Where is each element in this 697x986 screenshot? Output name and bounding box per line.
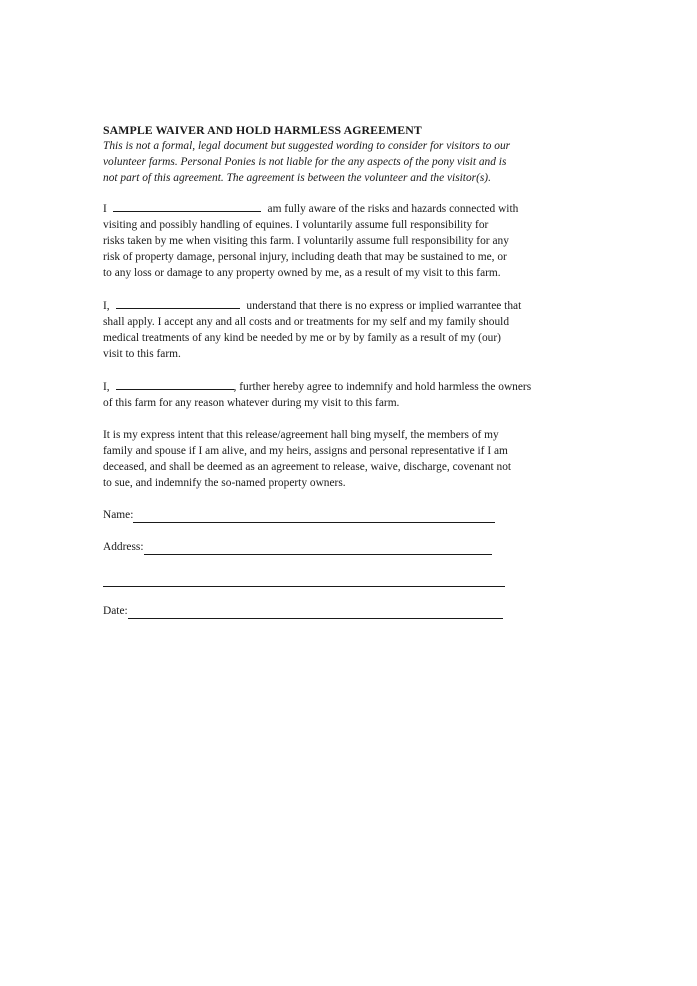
risk-acknowledgement-paragraph: [103, 200, 599, 281]
paragraph-lead: I,: [103, 300, 110, 312]
paragraph-lead: I,: [103, 381, 110, 393]
paragraph-lead: I: [103, 203, 107, 215]
name-field-row: [103, 507, 599, 523]
paragraph-line: to sue, and indemnify the so-named property owners.: [103, 477, 346, 489]
paragraph-line: visit to this farm.: [103, 348, 181, 360]
paragraph-first-line-text: understand that there is no express or implied warrantee that: [246, 300, 522, 312]
paragraph-first-line-text: am fully aware of the risks and hazards connected with: [267, 203, 519, 215]
address-line-2[interactable]: [103, 574, 505, 587]
paragraph-line: risks taken by me when visiting this farm. I voluntarily assume full responsibility for any: [103, 235, 509, 247]
warranty-paragraph: [103, 297, 599, 362]
paragraph-line: It is my express intent that this release/agreement hall bing myself, the members of my: [103, 429, 499, 441]
name-signature-line[interactable]: [133, 510, 495, 523]
paragraph-line: shall apply. I accept any and all costs and or treatments for my self and my family should: [103, 316, 510, 328]
date-line[interactable]: [128, 606, 503, 619]
intro-line: not part of this agreement. The agreement is between the volunteer and the visitor(s).: [103, 172, 491, 184]
document-title: SAMPLE WAIVER AND HOLD HARMLESS AGREEMENT: [103, 123, 422, 137]
paragraph-line: to any loss or damage to any property owned by me, as a result of my visit to this farm.: [103, 267, 501, 279]
intro-line: volunteer farms. Personal Ponies is not liable for the any aspects of the pony visit and is: [103, 156, 507, 168]
paragraph-first-line-text: , further hereby agree to indemnify and hold harmless the owners: [233, 381, 532, 393]
name-label: Name:: [103, 509, 134, 521]
paragraph-line: deceased, and shall be deemed as an agreement to release, waive, discharge, covenant not: [103, 461, 512, 473]
address-label: Address:: [103, 541, 144, 553]
paragraph-line: of this farm for any reason whatever during my visit to this farm.: [103, 397, 400, 409]
name-blank-1[interactable]: [113, 200, 261, 212]
date-label: Date:: [103, 605, 128, 617]
paragraph-line: family and spouse if I am alive, and my heirs, assigns and personal representative if I am: [103, 445, 508, 457]
intro-note: [103, 138, 599, 186]
date-field-row: [103, 603, 599, 619]
indemnify-paragraph: [103, 378, 599, 411]
address-line-1[interactable]: [144, 542, 492, 555]
paragraph-line: risk of property damage, personal injury, including death that may be sustained to me, or: [103, 251, 507, 263]
waiver-document: [103, 122, 599, 635]
address-field-row: [103, 539, 599, 555]
name-blank-2[interactable]: [116, 297, 240, 309]
paragraph-line: visiting and possibly handling of equines. I voluntarily assume full responsibility for: [103, 219, 489, 231]
name-blank-3[interactable]: [116, 378, 234, 390]
address-continuation-row: [103, 571, 599, 587]
intro-line: This is not a formal, legal document but suggested wording to consider for visitors to our: [103, 140, 511, 152]
paragraph-line: medical treatments of any kind be needed by me or by by family as a result of my (our): [103, 332, 501, 344]
intent-paragraph: [103, 427, 599, 491]
